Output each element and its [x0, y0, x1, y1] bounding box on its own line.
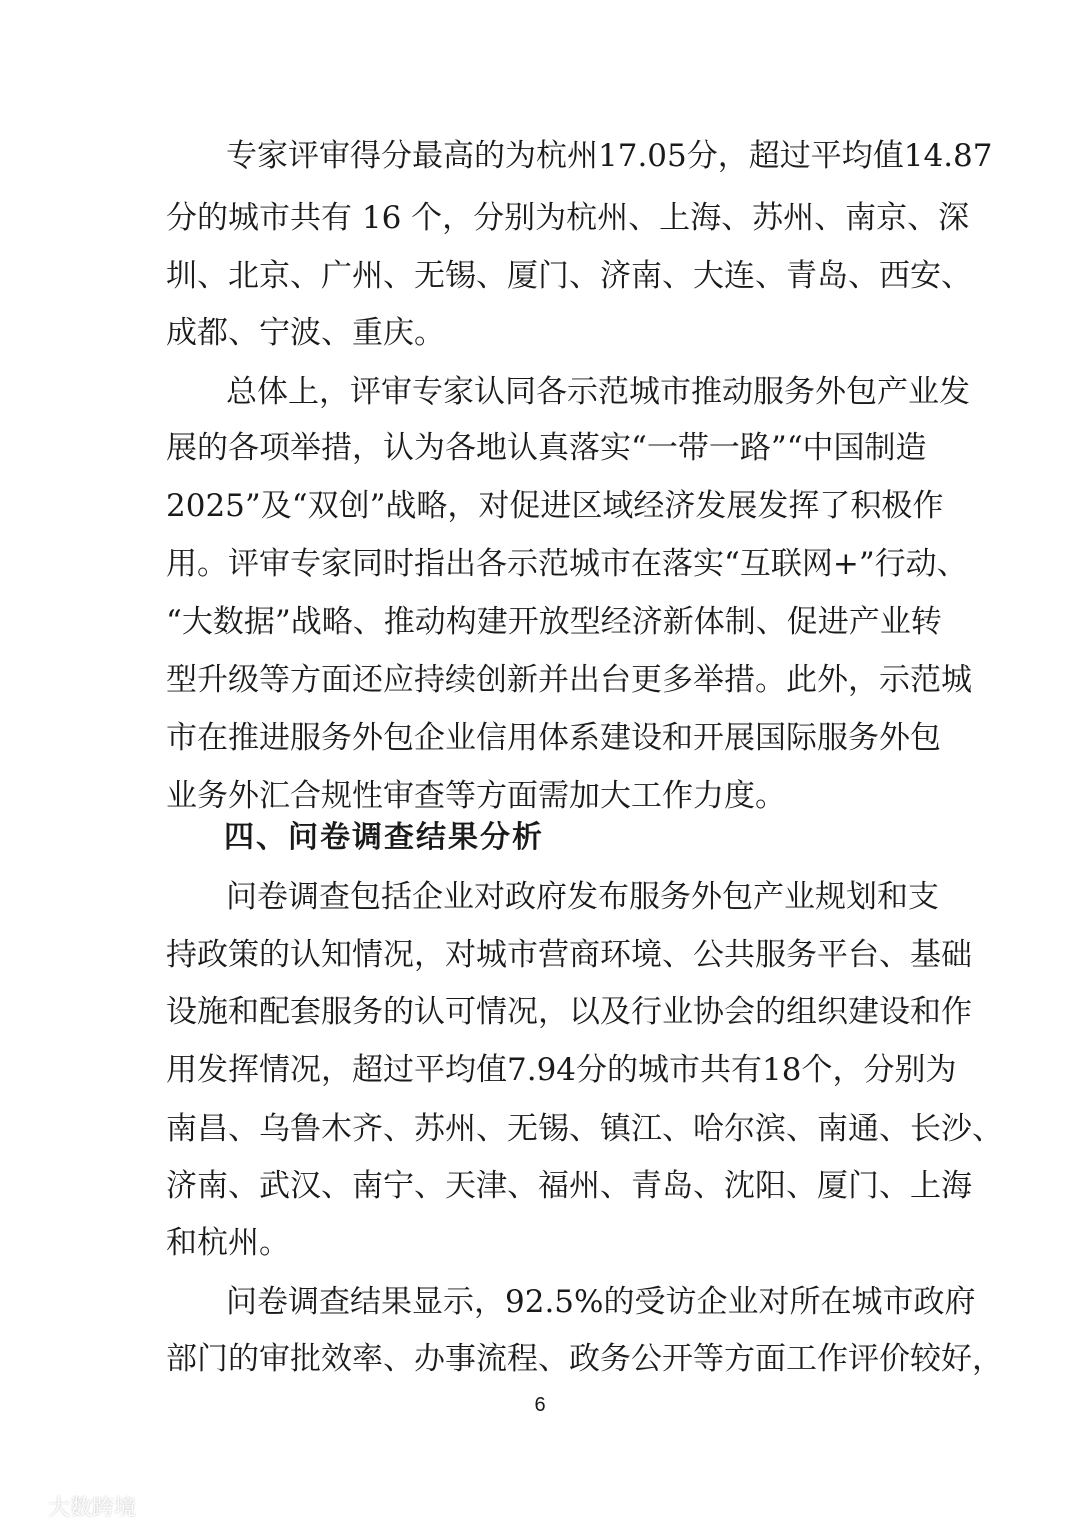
text-line: 成都、宁波、重庆。	[166, 315, 445, 351]
text-line: 问卷调查包括企业对政府发布服务外包产业规划和支	[226, 879, 939, 915]
text-line: 设施和配套服务的认可情况，以及行业协会的组织建设和作	[166, 994, 972, 1030]
text-line: 分的城市共有 16 个，分别为杭州、上海、苏州、南京、深	[166, 200, 970, 236]
text-line: 总体上，评审专家认同各示范城市推动服务外包产业发	[226, 374, 970, 410]
text-line: 问卷调查结果显示，92.5%的受访企业对所在城市政府	[226, 1284, 976, 1320]
text-line: “大数据”战略、推动构建开放型经济新体制、促进产业转	[166, 604, 942, 640]
text-line: 用。评审专家同时指出各示范城市在落实“互联网+”行动、	[166, 546, 968, 582]
text-line: 南昌、乌鲁木齐、苏州、无锡、镇江、哈尔滨、南通、长沙、	[166, 1111, 1003, 1147]
text-line: 济南、武汉、南宁、天津、福州、青岛、沈阳、厦门、上海	[166, 1168, 972, 1204]
text-line: 市在推进服务外包企业信用体系建设和开展国际服务外包	[166, 720, 941, 756]
weibo-logo-icon	[8, 1490, 48, 1522]
page-number: 6	[534, 1394, 546, 1416]
text-line: 持政策的认知情况，对城市营商环境、公共服务平台、基础	[166, 937, 972, 973]
watermark-text: 大数跨境	[48, 1495, 137, 1521]
watermark	[8, 1491, 136, 1521]
text-line: 圳、北京、广州、无锡、厦门、济南、大连、青岛、西安、	[166, 258, 972, 294]
text-line: 和杭州。	[166, 1225, 290, 1261]
section-heading: 四、问卷调查结果分析	[224, 820, 544, 855]
text-line: 2025”及“双创”战略，对促进区域经济发展发挥了积极作	[166, 488, 944, 524]
text-line: 用发挥情况，超过平均值7.94分的城市共有18个，分别为	[166, 1052, 957, 1088]
text-line: 业务外汇合规性审查等方面需加大工作力度。	[166, 778, 786, 814]
text-line: 展的各项举措，认为各地认真落实“一带一路”“中国制造	[166, 430, 927, 466]
text-line: 型升级等方面还应持续创新并出台更多举措。此外，示范城	[166, 662, 972, 698]
text-line: 专家评审得分最高的为杭州17.05分，超过平均值14.87	[226, 138, 993, 174]
text-line: 部门的审批效率、办事流程、政务公开等方面工作评价较好，	[166, 1341, 1003, 1377]
